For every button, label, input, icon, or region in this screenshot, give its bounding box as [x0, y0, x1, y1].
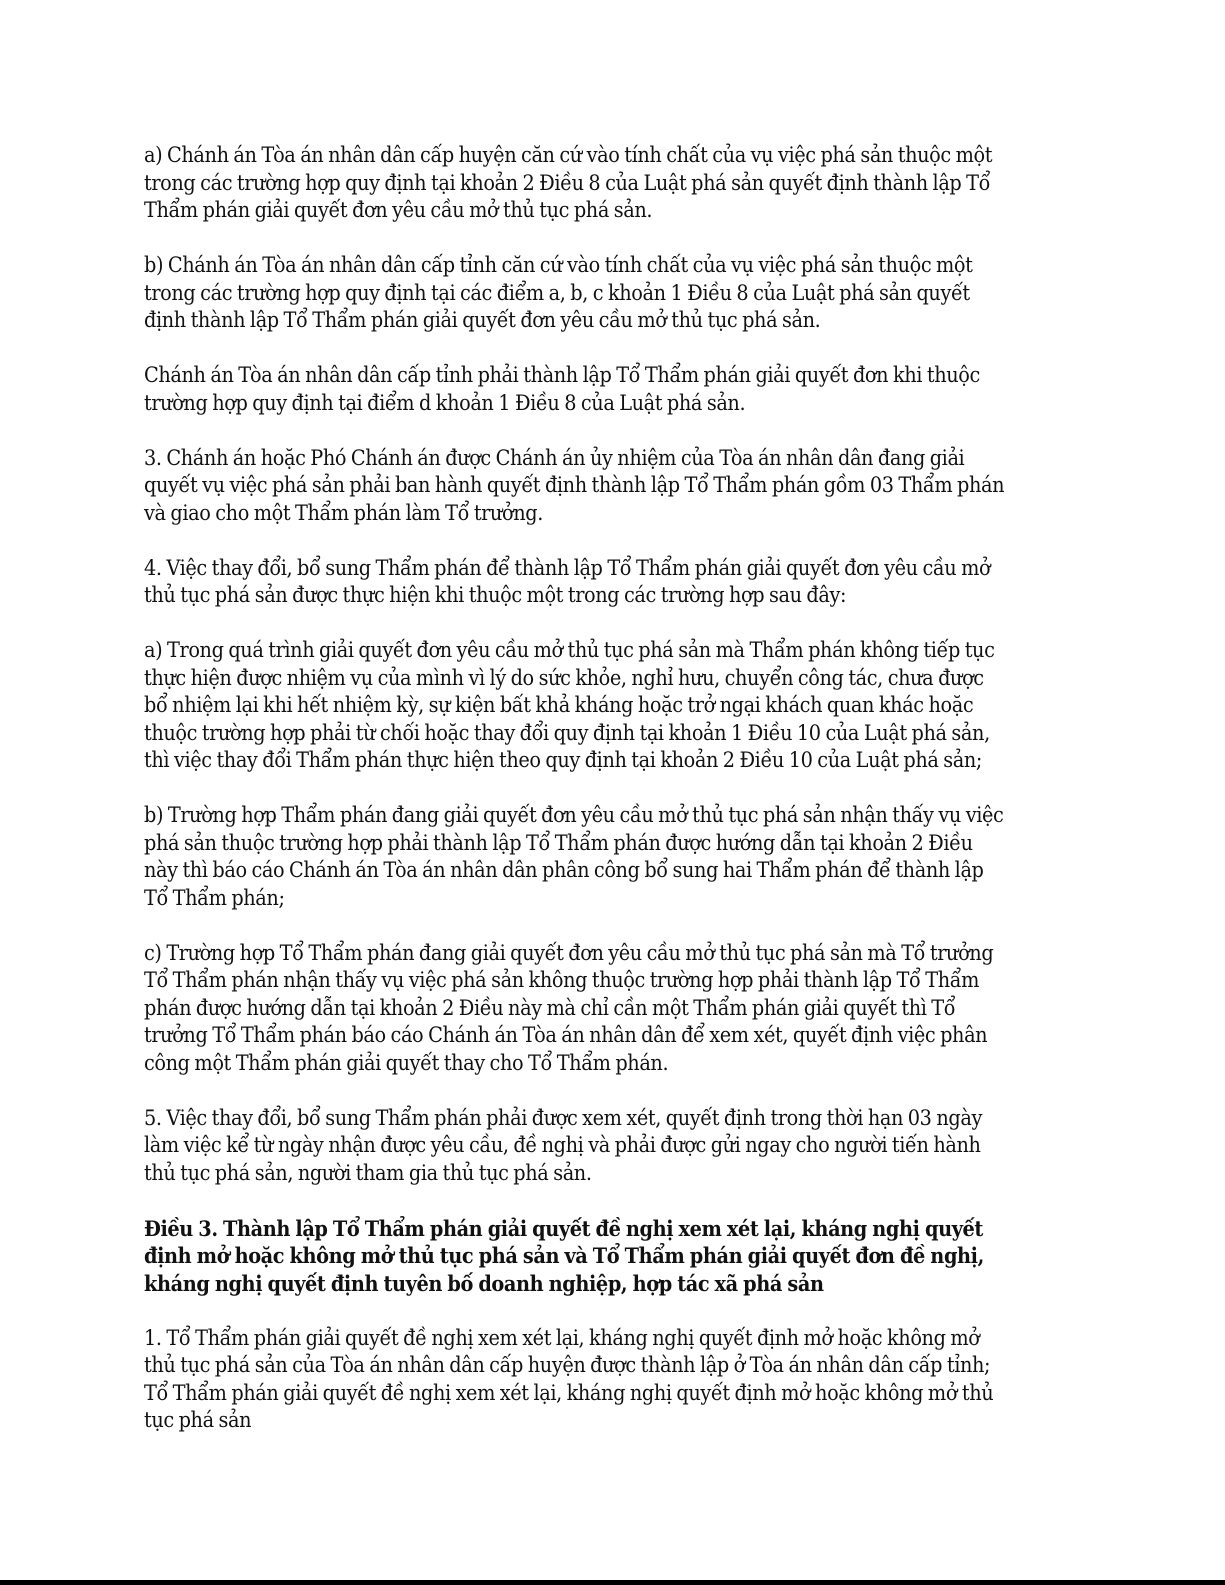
- paragraph-article2-clause4c: c) Trường hợp Tổ Thẩm phán đang giải quyết đơn yêu cầu mở thủ tục phá sản mà Tổ trưởng Tổ Thẩm phán nhận thấy vụ việc phá sản không thuộc trường hợp phải thành lập Tổ Thẩm phán được hướng dẫn tại khoản 2 Điều này mà chỉ cần một Thẩm phán giải quyết thì Tổ trưởng Tổ Thẩm phán báo cáo Chánh án Tòa án nhân dân để xem xét, quyết định việc phân công một Thẩm phán giải quyết thay cho Tổ Thẩm phán.: [144, 940, 994, 1075]
- document-body: [144, 142, 1004, 1462]
- paragraph-article2-clause4: 4. Việc thay đổi, bổ sung Thẩm phán để thành lập Tổ Thẩm phán giải quyết đơn yêu cầu mở thủ tục phá sản được thực hiện khi thuộc một trong các trường hợp sau đây:: [144, 555, 991, 607]
- paragraph-article2-clause4a: a) Trong quá trình giải quyết đơn yêu cầu mở thủ tục phá sản mà Thẩm phán không tiếp tục thực hiện được nhiệm vụ của mình vì lý do sức khỏe, nghỉ hưu, chuyển công tác, chưa được bổ nhiệm lại khi hết nhiệm kỳ, sự kiện bất khả kháng hoặc trở ngại khách quan khác hoặc thuộc trường hợp phải từ chối hoặc thay đổi quy định tại khoản 1 Điều 10 của Luật phá sản, thì việc thay đổi Thẩm phán thực hiện theo quy định tại khoản 2 Điều 10 của Luật phá sản;: [144, 638, 995, 772]
- paragraph-article2-clause5: 5. Việc thay đổi, bổ sung Thẩm phán phải được xem xét, quyết định trong thời hạn 03 ngày làm việc kể từ ngày nhận được yêu cầu, đề nghị và phải được gửi ngay cho người tiến hành thủ tục phá sản, người tham gia thủ tục phá sản.: [144, 1105, 982, 1185]
- page-bottom-border: [0, 1580, 1225, 1585]
- paragraph-article3-clause1: 1. Tổ Thẩm phán giải quyết đề nghị xem xét lại, kháng nghị quyết định mở hoặc không mở thủ tục phá sản của Tòa án nhân dân cấp huyện được thành lập ở Tòa án nhân dân cấp tỉnh; Tổ Thẩm phán giải quyết đề nghị xem xét lại, kháng nghị quyết định mở hoặc không mở thủ tục phá sản: [144, 1325, 994, 1432]
- paragraph-article2-clause2b: b) Chánh án Tòa án nhân dân cấp tỉnh căn cứ vào tính chất của vụ việc phá sản thuộc một trong các trường hợp quy định tại các điểm a, b, c khoản 1 Điều 8 của Luật phá sản quyết định thành lập Tổ Thẩm phán giải quyết đơn yêu cầu mở thủ tục phá sản.: [144, 253, 973, 332]
- paragraph-article2-clause2a: a) Chánh án Tòa án nhân dân cấp huyện căn cứ vào tính chất của vụ việc phá sản thuộc một trong các trường hợp quy định tại khoản 2 Điều 8 của Luật phá sản quyết định thành lập Tổ Thẩm phán giải quyết đơn yêu cầu mở thủ tục phá sản.: [144, 143, 993, 222]
- paragraph-article2-clause3: 3. Chánh án hoặc Phó Chánh án được Chánh án ủy nhiệm của Tòa án nhân dân đang giải quyết vụ việc phá sản phải ban hành quyết định thành lập Tổ Thẩm phán gồm 03 Thẩm phán và giao cho một Thẩm phán làm Tổ trưởng.: [144, 445, 1005, 525]
- article3-heading: Điều 3. Thành lập Tổ Thẩm phán giải quyết đề nghị xem xét lại, kháng nghị quyết định mở hoặc không mở thủ tục phá sản và Tổ Thẩm phán giải quyết đơn đề nghị, kháng nghị quyết định tuyên bố doanh nghiệp, hợp tác xã phá sản: [144, 1215, 984, 1296]
- paragraph-article2-clause4b: b) Trường hợp Thẩm phán đang giải quyết đơn yêu cầu mở thủ tục phá sản nhận thấy vụ việc phá sản thuộc trường hợp phải thành lập Tổ Thẩm phán được hướng dẫn tại khoản 2 Điều này thì báo cáo Chánh án Tòa án nhân dân phân công bổ sung hai Thẩm phán để thành lập Tổ Thẩm phán;: [144, 803, 1004, 910]
- paragraph-article2-clause2-note: Chánh án Tòa án nhân dân cấp tỉnh phải thành lập Tổ Thẩm phán giải quyết đơn khi thuộc trường hợp quy định tại điểm d khoản 1 Điều 8 của Luật phá sản.: [144, 363, 980, 415]
